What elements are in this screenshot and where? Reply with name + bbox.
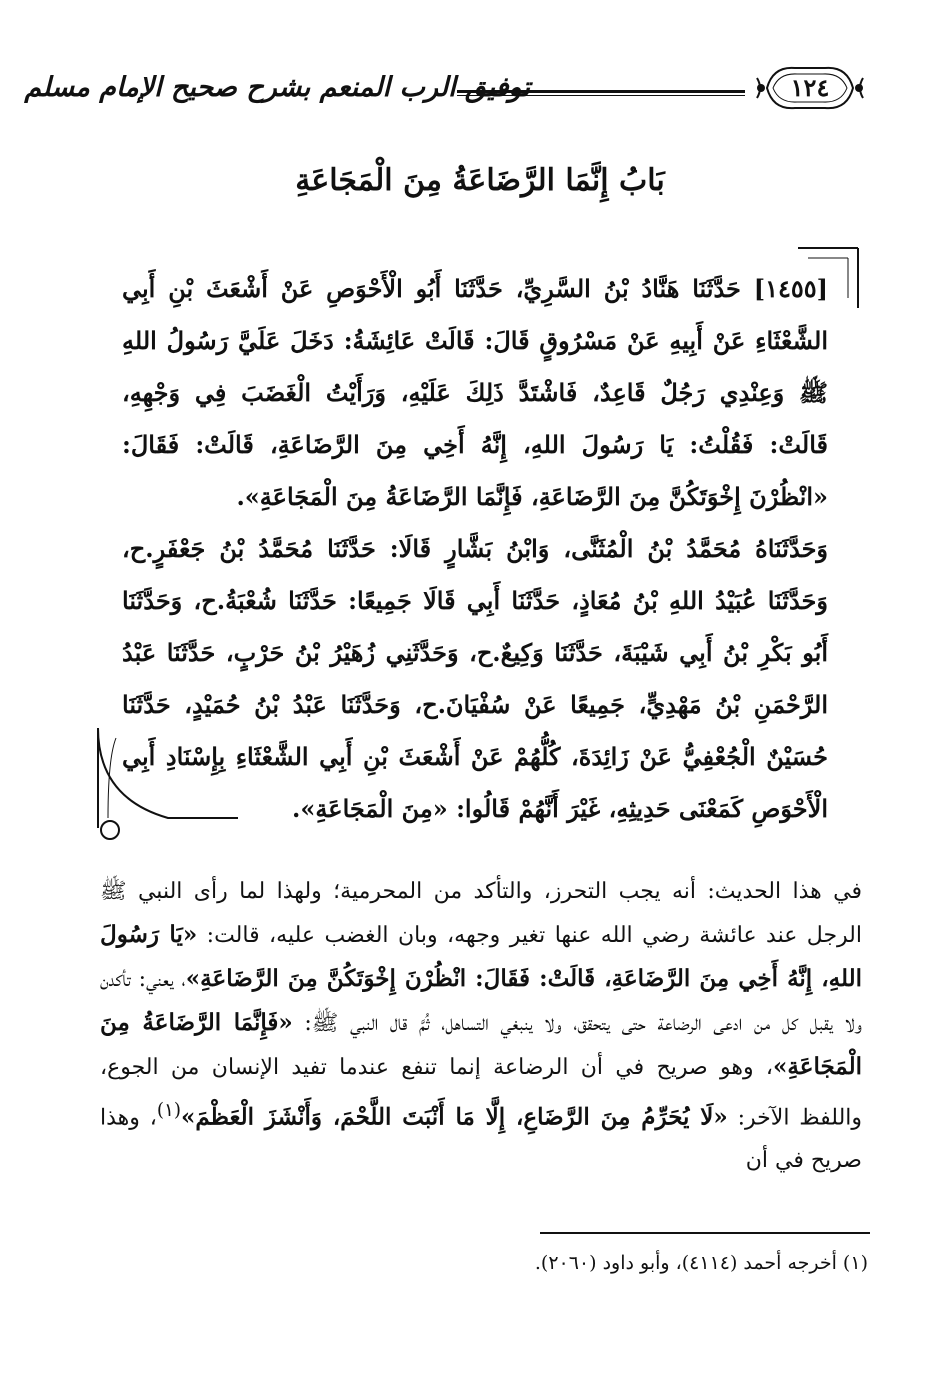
page-number-badge xyxy=(755,60,865,116)
commentary xyxy=(100,870,862,1182)
footnote-rule xyxy=(540,1232,870,1234)
page-header xyxy=(24,60,865,120)
commentary-quote: «لَا يُحَرِّمُ مِنَ الرَّضَاعِ، إِلَّا مَا أَنْبَتَ اللَّحْمَ، وَأَنْشَزَ الْعَظْمَ» xyxy=(181,1103,728,1131)
footnote-reference[interactable]: (١) xyxy=(156,1100,181,1121)
page-number: ١٢٤ xyxy=(790,73,830,102)
commentary-text: ، وهو صريح في أن الرضاعة إنما تنفع عندما تفيد الإنسان من الجوع، واللفظ الآخر: xyxy=(100,1055,863,1131)
hadith-paragraph-2: وَحَدَّثَنَاهُ مُحَمَّدُ بْنُ الْمُثَنَّى، وَابْنُ بَشَّارٍ قَالَا: حَدَّثَنَا مُحَمَّدُ بْنُ جَعْفَرٍ.ح، وَحَدَّثَنَا عُبَيْدُ اللهِ بْنُ مُعَاذٍ، حَدَّثَنَا أَبِي قَالَا جَمِيعًا: حَدَّثَنَا شُعْبَةُ.ح، وَحَدَّثَنَا أَبُو بَكْرِ بْنُ أَبِي شَيْبَةَ، حَدَّثَنَا وَكِيعٌ.ح، وَحَدَّثَنِي زُهَيْرُ بْنُ حَرْبٍ، حَدَّثَنَا عَبْدُ الرَّحْمَنِ بْنُ مَهْدِيٍّ، جَمِيعًا عَنْ سُفْيَانَ.ح، وَحَدَّثَنَا عَبْدُ بْنُ حُمَيْدٍ، حَدَّثَنَا حُسَيْنٌ الْجُعْفِيُّ عَنْ زَائِدَةَ، كُلُّهُمْ عَنْ أَشْعَثَ بْنِ أَبِي الشَّعْثَاءِ بِإِسْنَادِ أَبِي الْأَحْوَصِ كَمَعْنَى حَدِيثِهِ، غَيْرَ أَنَّهُمْ قَالُوا: «مِنَ الْمَجَاعَةِ». xyxy=(122,534,828,823)
commentary-paragraph xyxy=(100,870,862,1182)
footnote: (١) أخرجه أحمد (٤١١٤)، وأبو داود (٢٠٦٠). xyxy=(534,1252,868,1274)
commentary-text: في هذا الحديث: أنه يجب التحرز، والتأكد من المحرمية؛ ولهذا لما رأى النبي ﷺ الرجل عند عائشة رضي الله عنها تغير وجهه، وبان الغضب عليه، قالت: xyxy=(100,879,862,948)
hadith-text xyxy=(122,263,828,835)
header-rule xyxy=(457,90,745,96)
commentary-quote: «يَا رَسُولَ اللهِ، إِنَّهُ أَخِي مِنَ الرَّضَاعَةِ، قَالَتْ: فَقَالَ: انْظُرْنَ إِخْوَتَكُنَّ مِنَ الرَّضَاعَةِ» xyxy=(100,921,863,992)
hadith-paragraph-1: [١٤٥٥] حَدَّثَنَا هَنَّادُ بْنُ السَّرِيِّ، حَدَّثَنَا أَبُو الْأَحْوَصِ عَنْ أَشْعَثَ بْنِ أَبِي الشَّعْثَاءِ عَنْ أَبِيهِ عَنْ مَسْرُوقٍ قَالَ: قَالَتْ عَائِشَةُ: دَخَلَ عَلَيَّ رَسُولُ اللهِ ﷺ وَعِنْدِي رَجُلٌ قَاعِدٌ، فَاشْتَدَّ ذَلِكَ عَلَيْهِ، وَرَأَيْتُ الْغَضَبَ فِي وَجْهِهِ، قَالَتْ: فَقُلْتُ: يَا رَسُولَ اللهِ، إِنَّهُ أَخِي مِنَ الرَّضَاعَةِ، قَالَتْ: فَقَالَ: «انْظُرْنَ إِخْوَتَكُنَّ مِنَ الرَّضَاعَةِ، فَإِنَّمَا الرَّضَاعَةُ مِنَ الْمَجَاعَةِ». xyxy=(122,274,828,511)
chapter-title: بَابُ إِنَّمَا الرَّضَاعَةُ مِنَ الْمَجَاعَةِ xyxy=(295,163,665,198)
commentary-text: ، وهذا صريح في أن xyxy=(100,1105,862,1174)
commentary-text: ، يعني: تأكدن ولا يقبل كل من ادعى الرضاعة حتى يتحقق، ولا ينبغي التساهل، ثُمَّ قال النبي ﷺ: xyxy=(100,967,863,1036)
book-title: توفيق الرب المنعم بشرح صحيح الإمام مسلم xyxy=(24,72,530,103)
commentary-quote: «فَإِنَّمَا الرَّضَاعَةُ مِنَ الْمَجَاعَةِ» xyxy=(100,1009,862,1080)
